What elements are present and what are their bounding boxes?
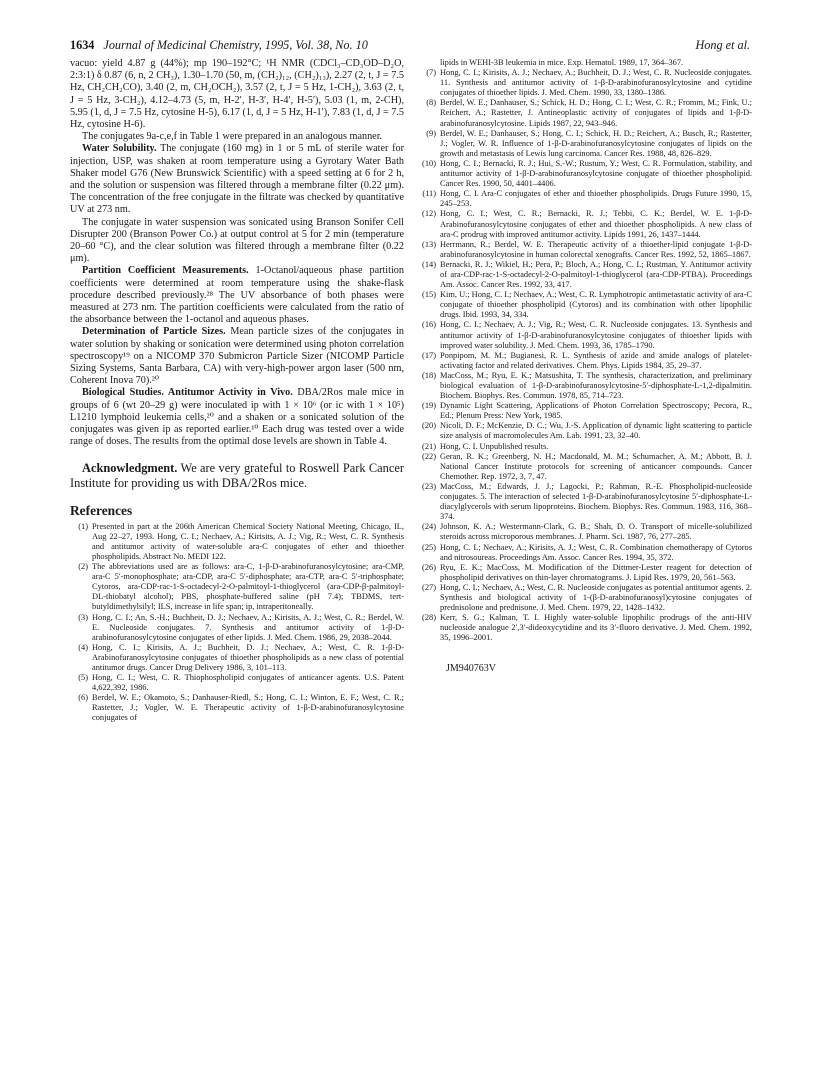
reference-item: [418, 371, 752, 401]
reference-number: (12): [422, 209, 436, 219]
reference-item: [70, 562, 404, 612]
reference-number: (3): [78, 612, 88, 622]
reference-text: Berdel, W. E.; Danhauser, S.; Hong, C. I.; Schick, H. D.; Reichert, A.; Busch, R.; Rastetter, J.; Vogler, W. R. Influence of 1-β-D-arabinofuranosylcytosine conjugates of lipids on the growth and metastasis of Lewis lung carcinoma. Cancer Res. 1988, 48, 826–829.: [440, 128, 752, 158]
reference-number: (6): [78, 693, 88, 703]
reference-text: Hong, C. I.; West, C. R. Thiophospholipid conjugates of anticancer agents. U.S. Patent 4,622,392, 1986.: [92, 673, 404, 693]
manuscript-id: JM940763V: [446, 663, 497, 675]
references-heading: References: [70, 502, 133, 518]
water-solubility-text: The conjugate (160 mg) in 1 or 5 mL of sterile water for injection, USP, was shaken at room temperature using a Gyrotary Water Bath Shaker model G76 (New Brunswick Scientific) with a speed setting at 6 for 2 h, and the solution or suspension was filtered through a membrane filter (0.22 μm). The concentration of the free conjugate in the filtrate was checked by quantitative UV at 273 nm.: [70, 143, 404, 216]
reference-text: Johnson, K. A.; Westermann-Clark, G. B.; Shah, D. O. Transport of micelle-solubilized steroids across microporous membranes. J. Pharm. Sci. 1987, 76, 277–285.: [440, 522, 752, 542]
reference-number: (18): [422, 370, 436, 380]
particle-size-text: Mean particle sizes of the conjugates in water solution by shaking or sonication were determined using photon correlation spectroscopy¹⁹ on a NICOMP 370 Submicron Particle Sizer (NICOMP Particle Sizing Systems, Santa Barbara, CA) with very-high-power argon laser (500 nm, Coherent Inova 70).²⁰: [70, 326, 404, 387]
reference-item: [418, 209, 752, 239]
reference-item: [418, 452, 752, 482]
reference-item: [418, 613, 752, 643]
reference-number: (5): [78, 673, 88, 683]
sonication-paragraph: The conjugate in water suspension was sonicated using Branson Sonifer Cell Disrupter 200 (Branson Power Co.) at output control at 5 for 2 min (temperature 20–60 °C), and the clear solution was filtered through a membrane filter (0.22 μm).: [70, 216, 404, 265]
reference-number: (4): [78, 642, 88, 652]
reference-item: [418, 58, 752, 68]
reference-number: (16): [422, 320, 436, 330]
reference-item: [418, 563, 752, 583]
journal-citation: Journal of Medicinal Chemistry, 1995, Vol. 38, No. 10: [103, 38, 368, 52]
running-header: [70, 38, 750, 54]
references-list-left: [70, 522, 404, 724]
reference-text: Bernacki, R. J.; Wikiel, H.; Pera, P.; Bloch, A.; Hong, C. I.; Rustman, Y. Antitumor activity of ara-CDP-rac-1-S-octadecyl-2-O-palmitoyl-1-thioglycerol (ara-CDP-PTBA). Proceedings Am. Assoc. Cancer Res. 1992, 33, 417.: [440, 259, 752, 290]
reference-number: (25): [422, 542, 436, 552]
reference-text: Hong, C. I.; Nechaev, A.; West, C. R. Nucleoside conjugates as potential antitumor agents. 2. Synthesis and biological activity of 1-(β-D-arabinofuranosyl)cytosine conjugates of prednisolone and prednisone. J. Med. Chem. 1979, 22, 1428–1432.: [440, 582, 752, 613]
reference-text: MacCoss, M.; Ryu, E. K.; Matsushita, T. The synthesis, characterization, and preliminary biological evaluation of 1-β-D-arabinofuranosylcytosine-5′-diphosphate-L-1,2-dipalmitin. Biochem. Biophys. Res. Commun. 1978, 85, 714–723.: [440, 370, 752, 401]
reference-number: (2): [78, 562, 88, 572]
reference-text: Hong, C. I.; An, S.-H.; Buchheit, D. J.; Nechaev, A.; Kirisits, A. J.; West, C. R.; Berdel, W. E. Nucleoside conjugates. 7. Synthesis and antitumor activity of 1-β-D-arabinofuranosylcytosine conjugates of ether lipids. J. Med. Chem. 1986, 29, 2038–2044.: [92, 612, 404, 642]
acknowledgment-heading: Acknowledgment.: [82, 460, 178, 475]
reference-text: Presented in part at the 206th American Chemical Society National Meeting, Chicago, IL, Aug 22–27, 1993. Hong, C. I.; Nechaev, A.; Kirisits, A. J.; Vig, R.; West, C. R. Synthesis and antitumor activity of water-soluble ara-C conjugates of ether and thioether phospholipids. Abstract No. MEDI 122.: [92, 521, 404, 561]
biological-paragraph: [70, 387, 404, 448]
reference-item: [418, 482, 752, 522]
right-column: [418, 58, 752, 676]
reference-text: Nicoli, D. F.; McKenzie, D. C.; Wu, J.-S. Application of dynamic light scattering to particle size analysis of macromolecules Am. Lab. 1991, 23, 32–40.: [440, 421, 752, 441]
reference-text: Hong, C. I.; Kirisits, A. J.; Nechaev, A.; Buchheit, D. J.; West, C. R. Nucleoside conjugates. 11. Synthesis and antitumor activity of 1-β-D-arabinofuranosylcytosine and cytidine conjugates of thioether lipids. J. Med. Chem. 1990, 33, 1380–1386.: [440, 68, 752, 98]
reference-number: (8): [426, 98, 436, 108]
reference-text: MacCoss, M.; Edwards, J. J.; Lagocki, P.; Rahman, R.-E. Phospholipid-nucleoside conjugates. 5. The interaction of selected 1-β-D-arabinofuranosylcytosine 5′-diphosphate-L-diacylglycerols with serum lipoproteins. Biochem. Biophys. Res. Commun. 1983, 116, 368–374.: [440, 481, 752, 522]
reference-text: Berdel, W. E.; Okamoto, S.; Danhauser-Riedl, S.; Hong, C. I.; Winton, E. F.; West, C. R.; Rastetter, J.; Vogler, W. E. Therapeutic activity of 1-β-D-arabinofuranosylcytosine conjugates of: [92, 693, 404, 723]
reference-number: (23): [422, 481, 436, 491]
reference-number: (19): [422, 401, 436, 411]
reference-number: (1): [78, 521, 88, 531]
reference-item: [418, 583, 752, 613]
reference-item: [418, 401, 752, 421]
partition-paragraph: [70, 265, 404, 326]
reference-text: Hong, C. I.; Nechaev, A.; Kirisits, A. J.; West, C. R. Combination chemotherapy of Cytoros and nitrosoureas. Proceedings Am. Assoc. Cancer Res. 1994, 35, 372.: [440, 542, 752, 562]
reference-text: Ponpipom, M. M.; Bugianesi, R. L. Synthesis of azide and amide analogs of platelet-activating factor and related derivatives. Chem. Phys. Lipids 1984, 35, 29–37.: [440, 350, 752, 370]
reference-item: [418, 240, 752, 260]
reference-text: Hong, C. I.; Kirisits, A. J.; Buchheit, D. J.; Nechaev, A.; West, C. R. 1-β-D-Arabinofuranosylcytosine conjugates of thioether phospholipids as a new class of potential antitumor drugs. Cancer Drug Delivery 1986, 3, 101–113.: [92, 642, 404, 673]
reference-item: [418, 98, 752, 128]
page-number: 1634: [70, 38, 95, 52]
nmr-paragraph: vacuo: yield 4.87 g (44%); mp 190–192°C; ¹H NMR (CDCl₃–CD₃OD–D₂O, 2:3:1) δ 0.87 (6, n, 2 CH₃), 1.30–1.70 (50, m, (CH₂)₁₂, (CH₂)₁₃), 2.27 (2, t, J = 7.5 Hz, CH₂CH₂CO), 3.40 (2, m, CH₂OCH₂), 3.57 (2, t, J = 5 Hz, 1-CH₂), 3.63 (2, t, J = 5 Hz, 3-CH₂), 4.12–4.73 (5, m, H-2′, H-3′, H-4′, H-5′), 5.03 (1, m, 2-CH), 5.95 (1, d, J = 7.5 Hz, cytosine H-5), 6.17 (1, d, J = 5 Hz, H-1′), 7.83 (1, d, J = 7.5 Hz, cytosine H-6).: [70, 58, 404, 131]
reference-number: (7): [426, 68, 436, 78]
reference-text: Kerr, S. G.; Kalman, T. I. Highly water-soluble lipophilic prodrugs of the anti-HIV nucleoside analogue 2′,3′-dideoxycytidine and its 3′-fluoro derivative. J. Med. Chem. 1992, 35, 1996–2001.: [440, 613, 752, 643]
reference-number: (11): [422, 189, 436, 199]
reference-number: (28): [422, 613, 436, 623]
reference-number: (17): [422, 350, 436, 360]
reference-item: [418, 260, 752, 290]
reference-item: [418, 159, 752, 189]
reference-text: Herrmann, R.; Berdel, W. E. Therapeutic activity of a thioether-lipid conjugate 1-β-D-arabinofuranosylcytosine in human colorectal xenografts. Cancer Res. 1992, 52, 1865–1867.: [440, 239, 752, 259]
reference-number: (13): [422, 239, 436, 249]
biological-heading: Biological Studies. Antitumor Activity in Vivo.: [82, 387, 293, 399]
water-solubility-heading: Water Solubility.: [82, 143, 157, 155]
reference-text: Berdel, W. E.; Danhauser, S.; Schick, H. D.; Hong, C. I.; West, C. R.; Fromm, M.; Fink, U.; Reichert, A.; Rastetter, J. Antineoplastic activity of conjugates of lipids and 1-β-D-arabinofuranosylcytosine. Lipids 1987, 22, 943–946.: [440, 98, 752, 128]
partition-heading: Partition Coefficient Measurements.: [82, 265, 249, 277]
acknowledgment-text: We are very grateful to Roswell Park Cancer Institute for providing us with DBA/2Ros mice.: [70, 460, 404, 490]
reference-text: Hong, C. I.; Nechaev, A. J.; Vig, R.; West, C. R. Nucleoside conjugates. 13. Synthesis and antitumor activity of 1-β-D-arabinofuranosylcytosine conjugates of thioether lipids with improved water solubility. J. Med. Chem. 1993, 36, 1785–1790.: [440, 320, 752, 350]
reference-item: [418, 68, 752, 98]
reference-text: lipids in WEHI-3B leukemia in mice. Exp. Hematol. 1989, 17, 364–367.: [440, 58, 684, 67]
reference-item: [418, 320, 752, 350]
reference-item: [418, 421, 752, 441]
reference-number: [418, 58, 440, 68]
biological-text: DBA/2Ros male mice in groups of 6 (wt 20–29 g) were inoculated ip with 1 × 10⁶ (or ic with 1 × 10⁵) L1210 lymphoid leukemia cells,²⁰ and a shaken or a sonicated solution of the conjugates was given ip as reported earlier.¹⁰ Each drug was tested over a wide range of doses. The results from the optimal dose levels are shown in Table 4.: [70, 387, 404, 448]
reference-item: [418, 522, 752, 542]
reference-number: (14): [422, 259, 436, 269]
reference-text: Hong, C. I. Unpublished results.: [440, 441, 549, 451]
reference-number: (26): [422, 562, 436, 572]
reference-number: (27): [422, 582, 436, 592]
reference-number: (21): [422, 441, 436, 451]
reference-item: [418, 129, 752, 159]
reference-item: [418, 442, 752, 452]
reference-item: [418, 543, 752, 563]
left-column: [70, 58, 404, 724]
reference-item: [70, 643, 404, 673]
acknowledgment-paragraph: [70, 461, 404, 491]
reference-text: Dynamic Light Scattering, Applications of Photon Correlation Spectroscopy; Pecora, R., Ed.; Plenum Press: New York, 1985.: [440, 401, 752, 421]
particle-size-heading: Determination of Particle Sizes.: [82, 326, 226, 338]
reference-text: Ryu, E. K.; MacCoss, M. Modification of the Dittmer-Lester reagent for detection of phospholipid derivatives on thin-layer chromatograms. J. Lipid Res. 1979, 20, 561–563.: [440, 562, 752, 582]
reference-item: [418, 189, 752, 209]
reference-number: (22): [422, 451, 436, 461]
running-authors: Hong et al.: [695, 38, 750, 52]
reference-text: Hong, C. I. Ara-C conjugates of ether and thioether phospholipids. Drugs Future 1990, 15, 245–253.: [440, 189, 752, 209]
reference-number: (10): [422, 158, 436, 168]
reference-text: Geran, R. K.; Greenberg, N. H.; Macdonald, M. M.; Schumacher, A. M.; Abbott, B. J. National Cancer Institute protocols for screening of anticancer compounds. Cancer Chemother. Rep. 1972, 3, 7, 47.: [440, 451, 752, 481]
reference-item: [70, 613, 404, 643]
reference-item: [70, 673, 404, 693]
references-list-right: [418, 58, 752, 643]
reference-item: [70, 522, 404, 562]
reference-text: Hong, C. I.; Bernacki, R. J.; Hui, S.-W.; Rustum, Y.; West, C. R. Formulation, stability, and antitumor activity of 1-β-D-arabinofuranosylcytosine conjugate of thioether phospholipid. Cancer Res. 1990, 50, 4401–4406.: [440, 158, 752, 189]
reference-number: (24): [422, 522, 436, 532]
reference-item: [418, 290, 752, 320]
reference-number: (15): [422, 290, 436, 300]
reference-text: Hong, C. I.; West, C. R.; Bernacki, R. J.; Tebbi, C. K.; Berdel, W. E. 1-β-D-Arabinofuranosylcytosine conjugates of ether and thioether phospholipids. A new class of ara-C prodrug with improved antitumor activity. Lipids 1991, 26, 1437–1444.: [440, 209, 752, 239]
reference-text: Kim, U.; Hong, C. I.; Nechaev, A.; West, C. R. Lymphotropic antimetastatic activity of ara-C conjugate of thioether phospholipid (Cytoros) and its combination with other lipophilic drugs. Ibid. 1993, 34, 334.: [440, 290, 752, 320]
reference-text: The abbreviations used are as follows: ara-C, 1-β-D-arabinofuranosylcytosine; ara-CMP, ara-C 5′-monophosphate; ara-CDP, ara-C 5′-diphosphate; ara-CTP, ara-C 5′-triphosphate; Cytoros, ara-CDP-rac-1-S-octadecyl-2-O-palmitoyl-1-thioglycerol (ara-CDP-β-palmitoyl-DL-thiobatyl alcohol); PBS, phosphate-buffered saline (pH 7.4); TBDMS, tert-butyldimethylsilyl; ILS, increase in life span; ip, intraperitoneally.: [92, 562, 404, 612]
particle-size-paragraph: [70, 326, 404, 387]
water-solubility-paragraph: [70, 143, 404, 216]
conjugates-paragraph: The conjugates 9a-c,e,f in Table 1 were prepared in an analogous manner.: [82, 131, 383, 143]
reference-number: (9): [426, 128, 436, 138]
reference-number: (20): [422, 421, 436, 431]
partition-text: 1-Octanol/aqueous phase partition coefficients were determined at room temperature using the shake-flask procedure described previously.²⁸ The UV absorbance of both phases were measured at 273 nm. The partition coefficients were calculated from the ratio of the absorbance between the 1-octanol and aqueous phases.: [70, 265, 404, 326]
reference-item: [418, 351, 752, 371]
reference-item: [70, 693, 404, 723]
